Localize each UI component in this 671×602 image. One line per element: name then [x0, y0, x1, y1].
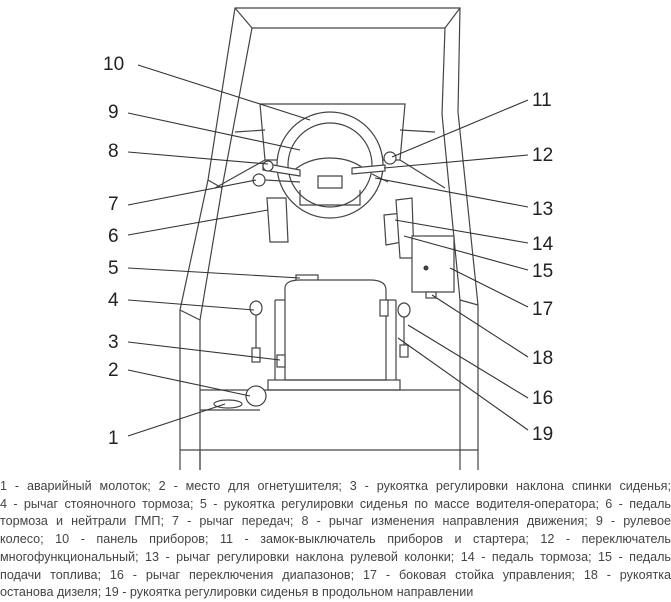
callout-15: 15	[532, 261, 554, 282]
callout-10: 10	[103, 54, 125, 75]
callout-2: 2	[108, 360, 119, 381]
legend-caption	[0, 478, 671, 602]
callout-4: 4	[108, 290, 119, 311]
callout-7: 7	[108, 194, 119, 215]
callout-19: 19	[532, 424, 554, 445]
operator-seat	[268, 275, 400, 390]
callout-8: 8	[108, 141, 119, 162]
caption-line: многофункциональный; 13 - рычаг регулировки наклона рулевой колонки; 14 - педаль тормоза; 15 - педаль	[0, 549, 671, 564]
callout-3: 3	[108, 332, 119, 353]
callout-5: 5	[108, 258, 119, 279]
caption-line: тормоза и нейтрали ГМП; 7 - рычаг передач; 8 - рычаг изменения направления движения; 9 - рулевое	[0, 514, 671, 529]
caption-line: 4 - рычаг стояночного тормоза; 5 - рукоятка регулировки сиденья по массе водителя-оператора; 6 - педаль	[0, 496, 671, 511]
callout-17: 17	[532, 299, 554, 320]
caption-line: подачи топлива; 16 - рычаг переключения диапазонов; 17 - боковая стойка управления; 18 - рукоятка	[0, 567, 671, 582]
callout-18: 18	[532, 348, 554, 369]
callout-1: 1	[108, 428, 119, 449]
steering-wheel	[277, 112, 383, 218]
caption-line: 1 - аварийный молоток; 2 - место для огнетушителя; 3 - рукоятка регулировки наклона спинки сиденья;	[0, 479, 671, 493]
caption-line: останова дизеля; 19 - рукоятка регулировки сиденья в продольном направлении	[0, 585, 474, 600]
callout-13: 13	[532, 199, 554, 220]
callout-16: 16	[532, 388, 554, 409]
callout-6: 6	[108, 226, 119, 247]
callout-9: 9	[108, 102, 119, 123]
callout-11: 11	[532, 90, 552, 111]
callout-14: 14	[532, 234, 554, 255]
callout-12: 12	[532, 145, 554, 166]
side-control-stand	[412, 236, 454, 298]
caption-line: колесо; 10 - панель приборов; 11 - замок-выключатель приборов и стартера; 12 - переключатель	[0, 532, 671, 547]
